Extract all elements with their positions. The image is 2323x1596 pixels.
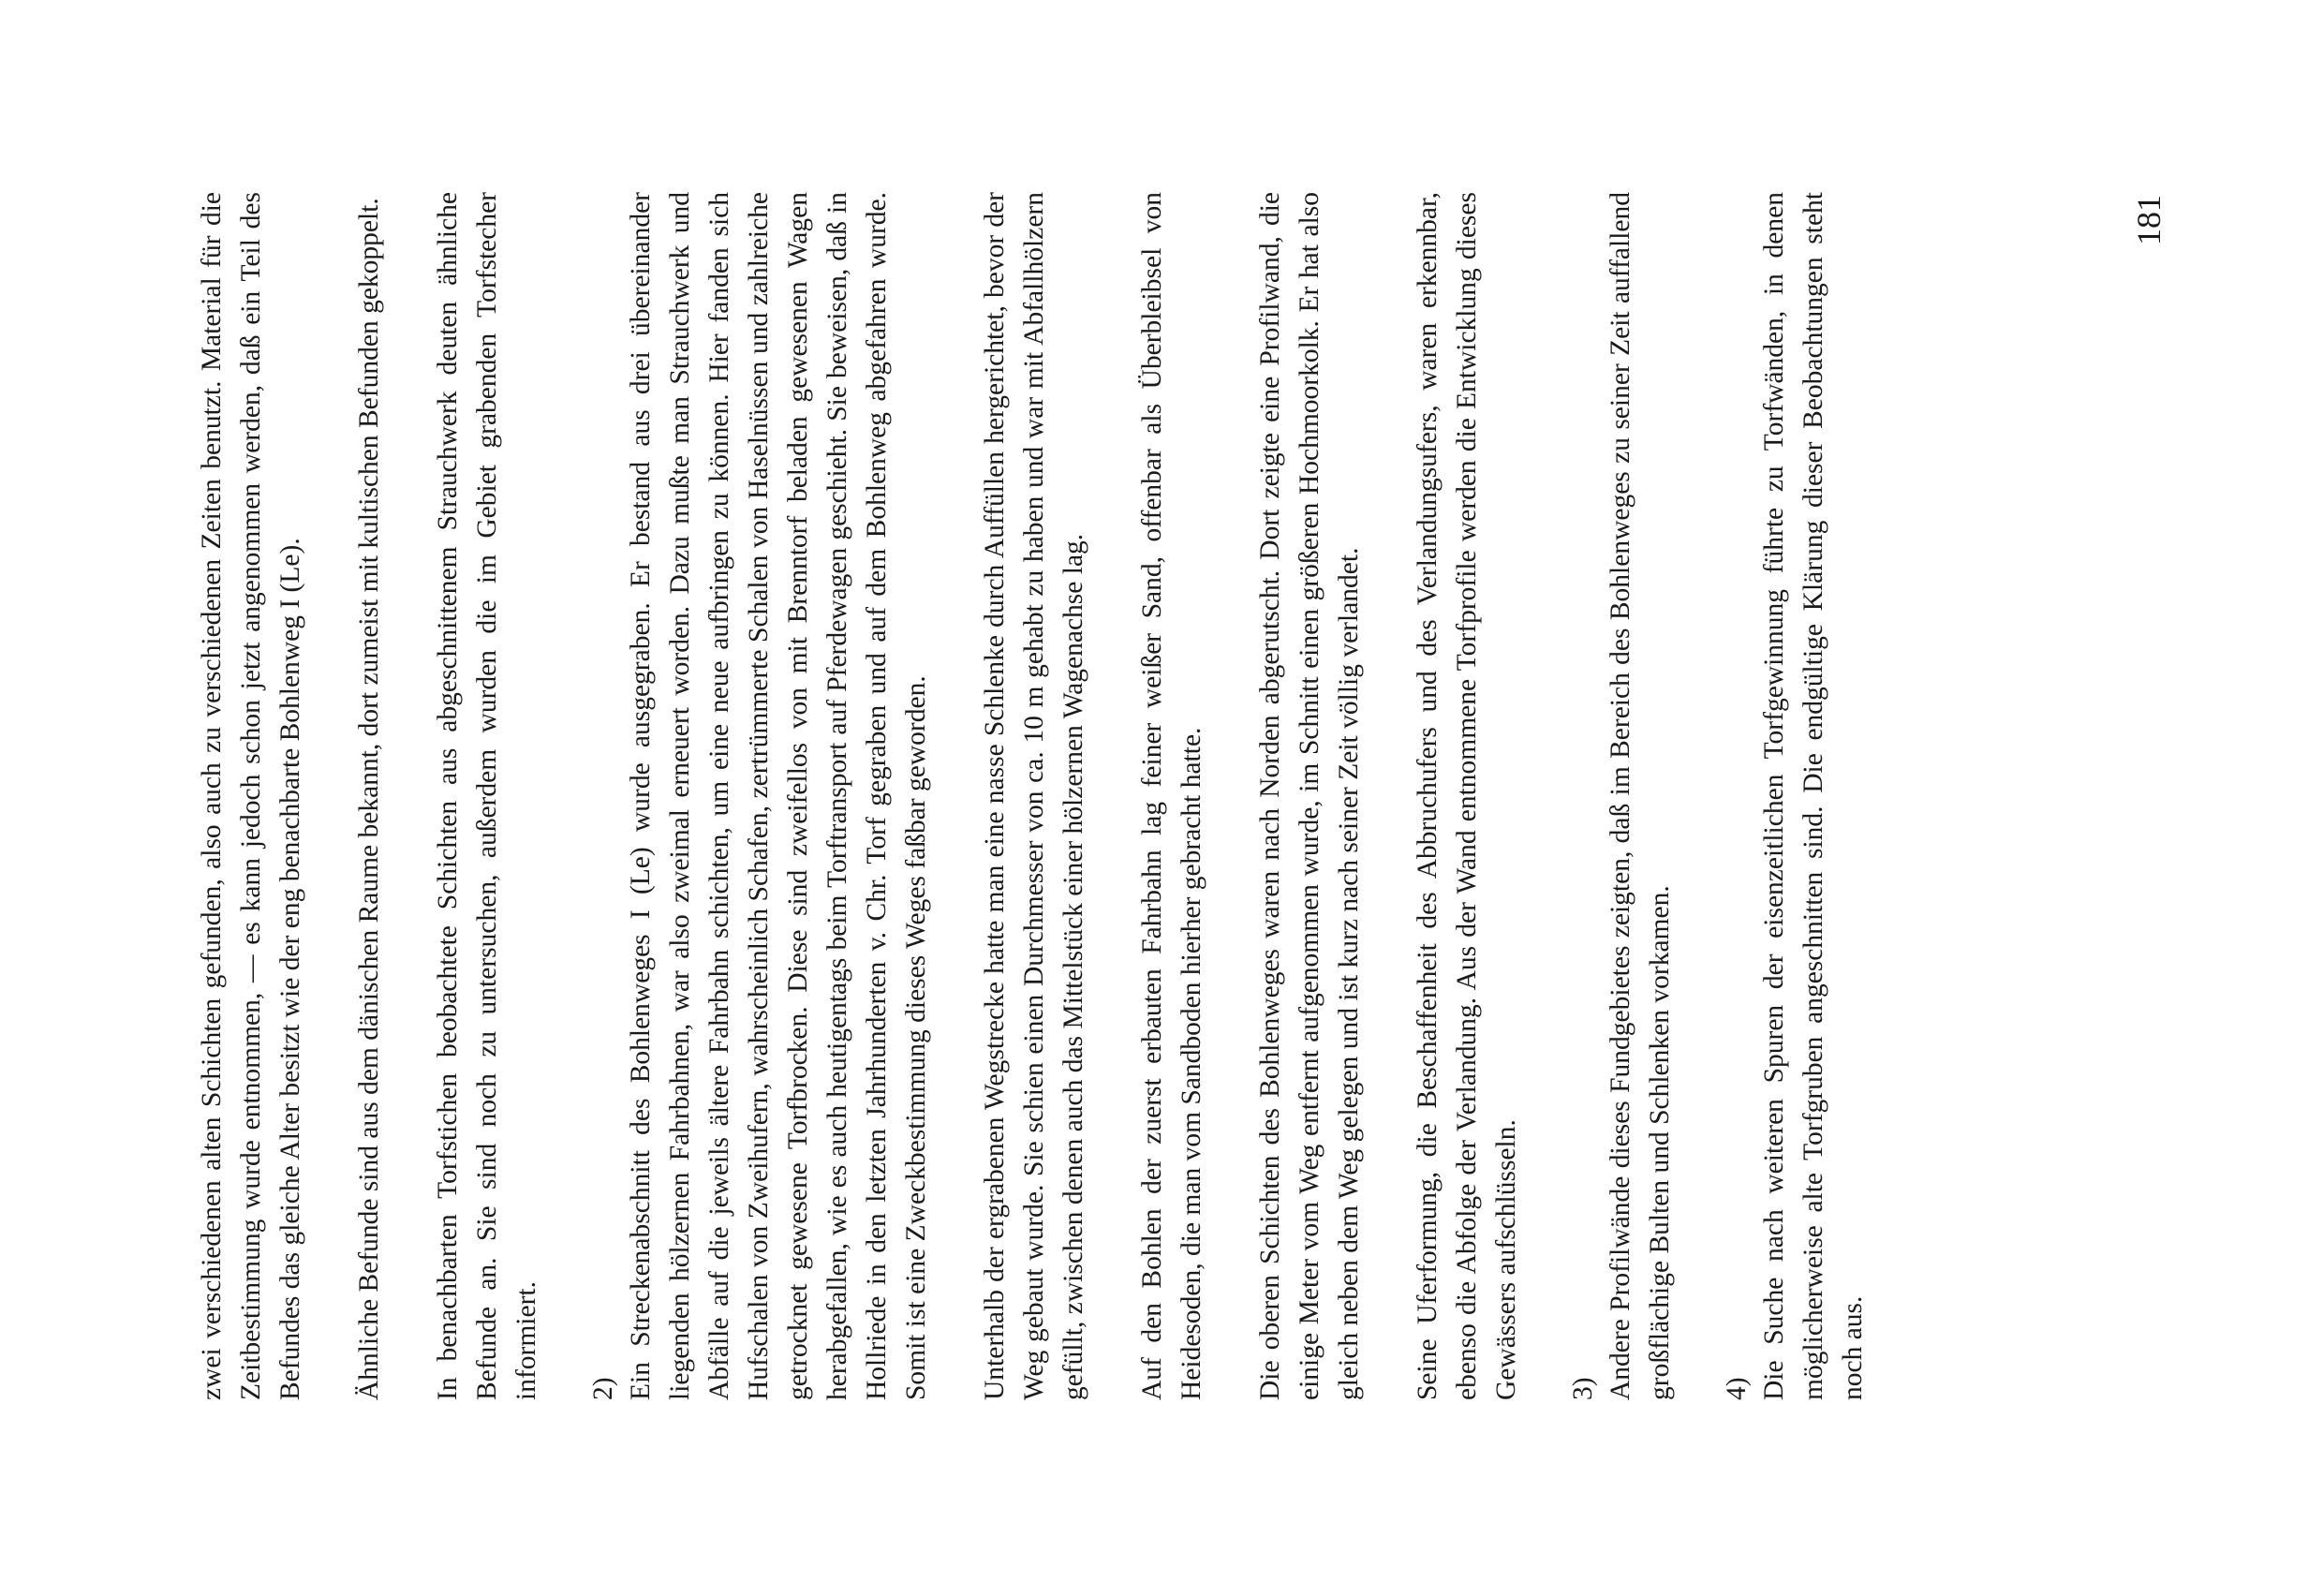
rotated-text-column xyxy=(192,192,1872,1400)
paragraph-8: Seine Uferformung, die Beschaffenheit des Abbruchufers und des Verlandungsufers, waren erkennbar, ebenso die Abfolge der Verlandung. Aus der Wand entnommene Torfprofile werden die Entwicklung dieses Gewässers aufschlüsseln. xyxy=(1413,192,1521,1400)
paragraph-3: In benachbarten Torfstichen beobachtete Schichten aus abgeschnittenem Strauchwerk deuten ähnliche Befunde an. Sie sind noch zu untersuchen, außerdem wurden die im Gebiet grabenden Torfstecher informiert. xyxy=(433,192,541,1400)
spacer xyxy=(310,192,349,1400)
spacer xyxy=(1679,192,1719,1400)
paragraph-5: Unterhalb der ergrabenen Wegstrecke hatte man eine nasse Schlenke durch Auffüllen hergerichtet, bevor der Weg gebaut wurde. Sie schien einen Durchmesser von ca. 10 m gehabt zu haben und war mit Abfallhölzern gefüllt, zwischen denen auch das Mittelstück einer hölzernen Wagenachse lag. xyxy=(980,192,1088,1400)
paragraph-2: Ähnliche Befunde sind aus dem dänischen Raume bekannt, dort zumeist mit kultischen Befunden gekoppelt. xyxy=(354,198,384,1400)
paragraph-1: zwei verschiedenen alten Schichten gefunden, also auch zu verschiedenen Zeiten benutzt. Material für die Zeitbestimmung wurde entnommen, — es kann jedoch schon jetzt angenommen werden, daß ein Teil des Befundes das gleiche Alter besitzt wie der eng benachbarte Bohlenweg I (Le). xyxy=(197,192,305,1400)
spacer xyxy=(1093,192,1132,1400)
spacer xyxy=(936,192,975,1400)
spacer xyxy=(1369,192,1408,1400)
paragraph-4: Ein Streckenabschnitt des Bohlenweges I (Le) wurde ausgegraben. Er bestand aus drei übereinander liegenden hölzernen Fahrbahnen, war also zweimal erneuert worden. Dazu mußte man Strauchwerk und Abfälle auf die jeweils ältere Fahrbahn schichten, um eine neue aufbringen zu können. Hier fanden sich Hufschalen von Zweihufern, wahrscheinlich Schafen, zertrümmerte Schalen von Haselnüssen und zahlreiche getrocknet gewesene Torfbrocken. Diese sind zweifellos von mit Brenntorf beladen gewesenen Wagen herabgefallen, wie es auch heutigentags beim Torftransport auf Pferdewagen geschieht. Sie beweisen, daß in Hollriede in den letzten Jahrhunderten v. Chr. Torf gegraben und auf dem Bohlenweg abgefahren wurde. Somit ist eine Zweckbestimmung dieses Weges faßbar geworden. xyxy=(626,192,931,1400)
paragraph-10: Die Suche nach weiteren Spuren der eisenzeitlichen Torfgewinnung führte zu Torfwänden, in denen möglicherweise alte Torfgruben angeschnitten sind. Die endgültige Klärung dieser Beobachtungen steht noch aus. xyxy=(1759,192,1868,1400)
section-number-4: 4) xyxy=(1722,1377,1752,1400)
paragraph-9: Andere Profilwände dieses Fundgebietes zeigten, daß im Bereich des Bohlenweges zu seiner Zeit auffallend großflächige Bulten und Schlenken vorkamen. xyxy=(1605,192,1675,1400)
spacer xyxy=(1211,192,1250,1400)
paragraph-6: Auf den Bohlen der zuerst erbauten Fahrbahn lag feiner weißer Sand, offenbar als Überbleibsel von Heidesoden, die man vom Sandboden hierher gebracht hatte. xyxy=(1137,192,1206,1400)
page-number: 181 xyxy=(2130,195,2168,245)
spacer xyxy=(389,192,428,1400)
section-number-2: 2) xyxy=(588,1377,618,1400)
paragraph-7: Die oberen Schichten des Bohlenweges waren nach Norden abgerutscht. Dort zeigte eine Profilwand, die einige Meter vom Weg entfernt aufgenommen wurde, im Schnitt einen größeren Hochmoorkolk. Er hat also gleich neben dem Weg gelegen und ist kurz nach seiner Zeit völlig verlandet. xyxy=(1255,192,1364,1400)
spacer xyxy=(1526,192,1565,1400)
section-number-3: 3) xyxy=(1568,1377,1598,1400)
spacer xyxy=(546,192,585,1400)
